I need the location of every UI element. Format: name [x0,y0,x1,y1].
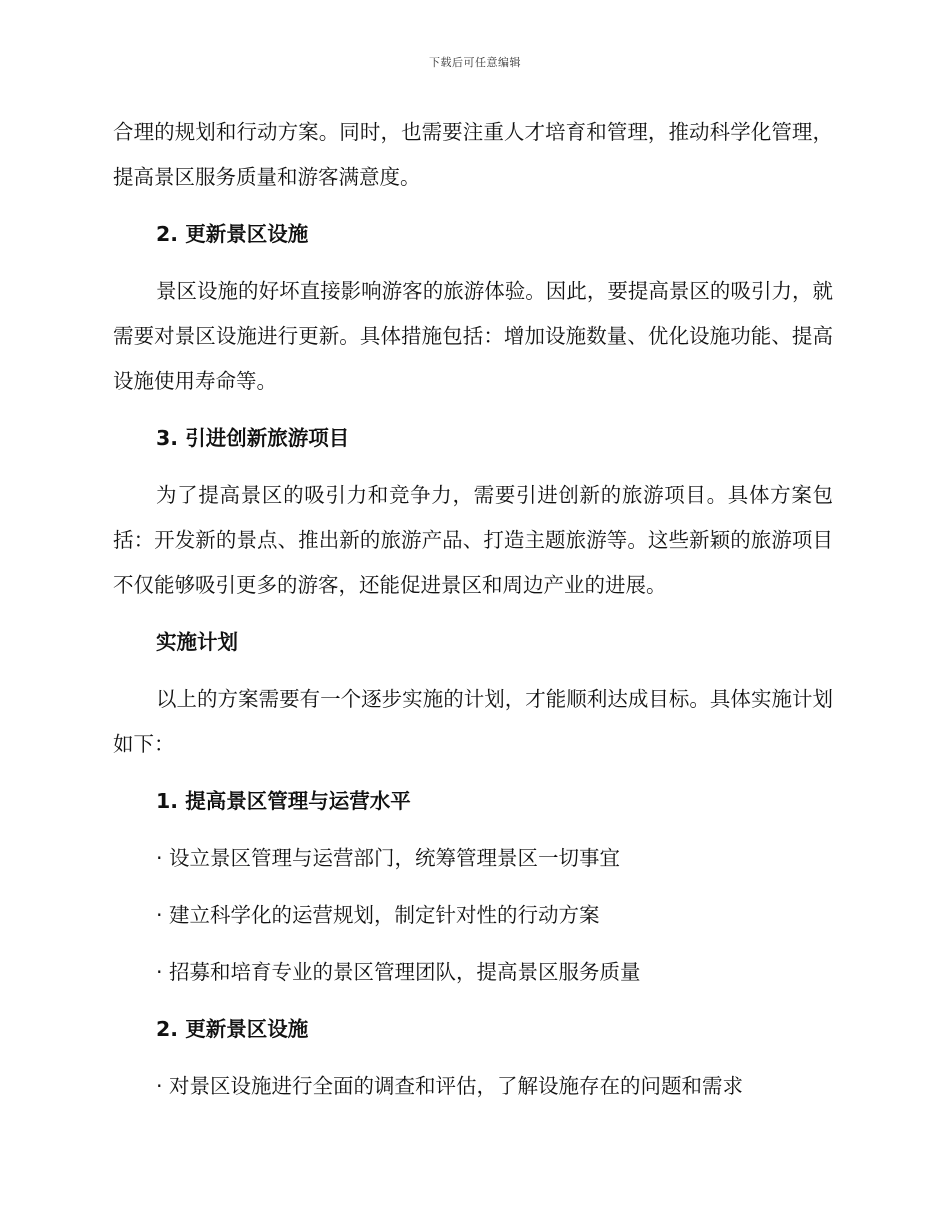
bullet-item: · 招募和培育专业的景区管理团队，提高景区服务质量 [156,960,641,984]
paragraph-continuation: 合理的规划和行动方案。同时，也需要注重人才培育和管理，推动科学化管理，提高景区服务质量和游客满意度。 [113,120,833,189]
paragraph-facilities: 景区设施的好坏直接影响游客的旅游体验。因此，要提高景区的吸引力，就需要对景区设施进行更新。具体措施包括：增加设施数量、优化设施功能、提高设施使用寿命等。 [113,279,833,393]
bullet-item: · 设立景区管理与运营部门，统筹管理景区一切事宜 [156,846,621,870]
section-heading-management-level: 1. 提高景区管理与运营水平 [156,789,411,813]
bullet-item: · 对景区设施进行全面的调查和评估，了解设施存在的问题和需求 [156,1074,744,1098]
page-header: 下载后可任意编辑 [429,56,521,69]
section-heading-update-facilities: 2. 更新景区设施 [156,222,309,246]
bullet-item: · 建立科学化的运营规划，制定针对性的行动方案 [156,903,600,927]
section-heading-innovative-projects: 3. 引进创新旅游项目 [156,426,350,450]
paragraph-innovative-projects: 为了提高景区的吸引力和竞争力，需要引进创新的旅游项目。具体方案包括：开发新的景点、推出新的旅游产品、打造主题旅游等。这些新颖的旅游项目不仅能够吸引更多的游客，还能促进景区和周边产业的进展。 [113,483,833,597]
section-heading-implementation-plan: 实施计划 [156,630,238,654]
document-body [113,110,833,1121]
paragraph-implementation-plan: 以上的方案需要有一个逐步实施的计划，才能顺利达成目标。具体实施计划如下： [113,687,833,756]
section-heading-update-facilities-plan: 2. 更新景区设施 [156,1017,309,1041]
